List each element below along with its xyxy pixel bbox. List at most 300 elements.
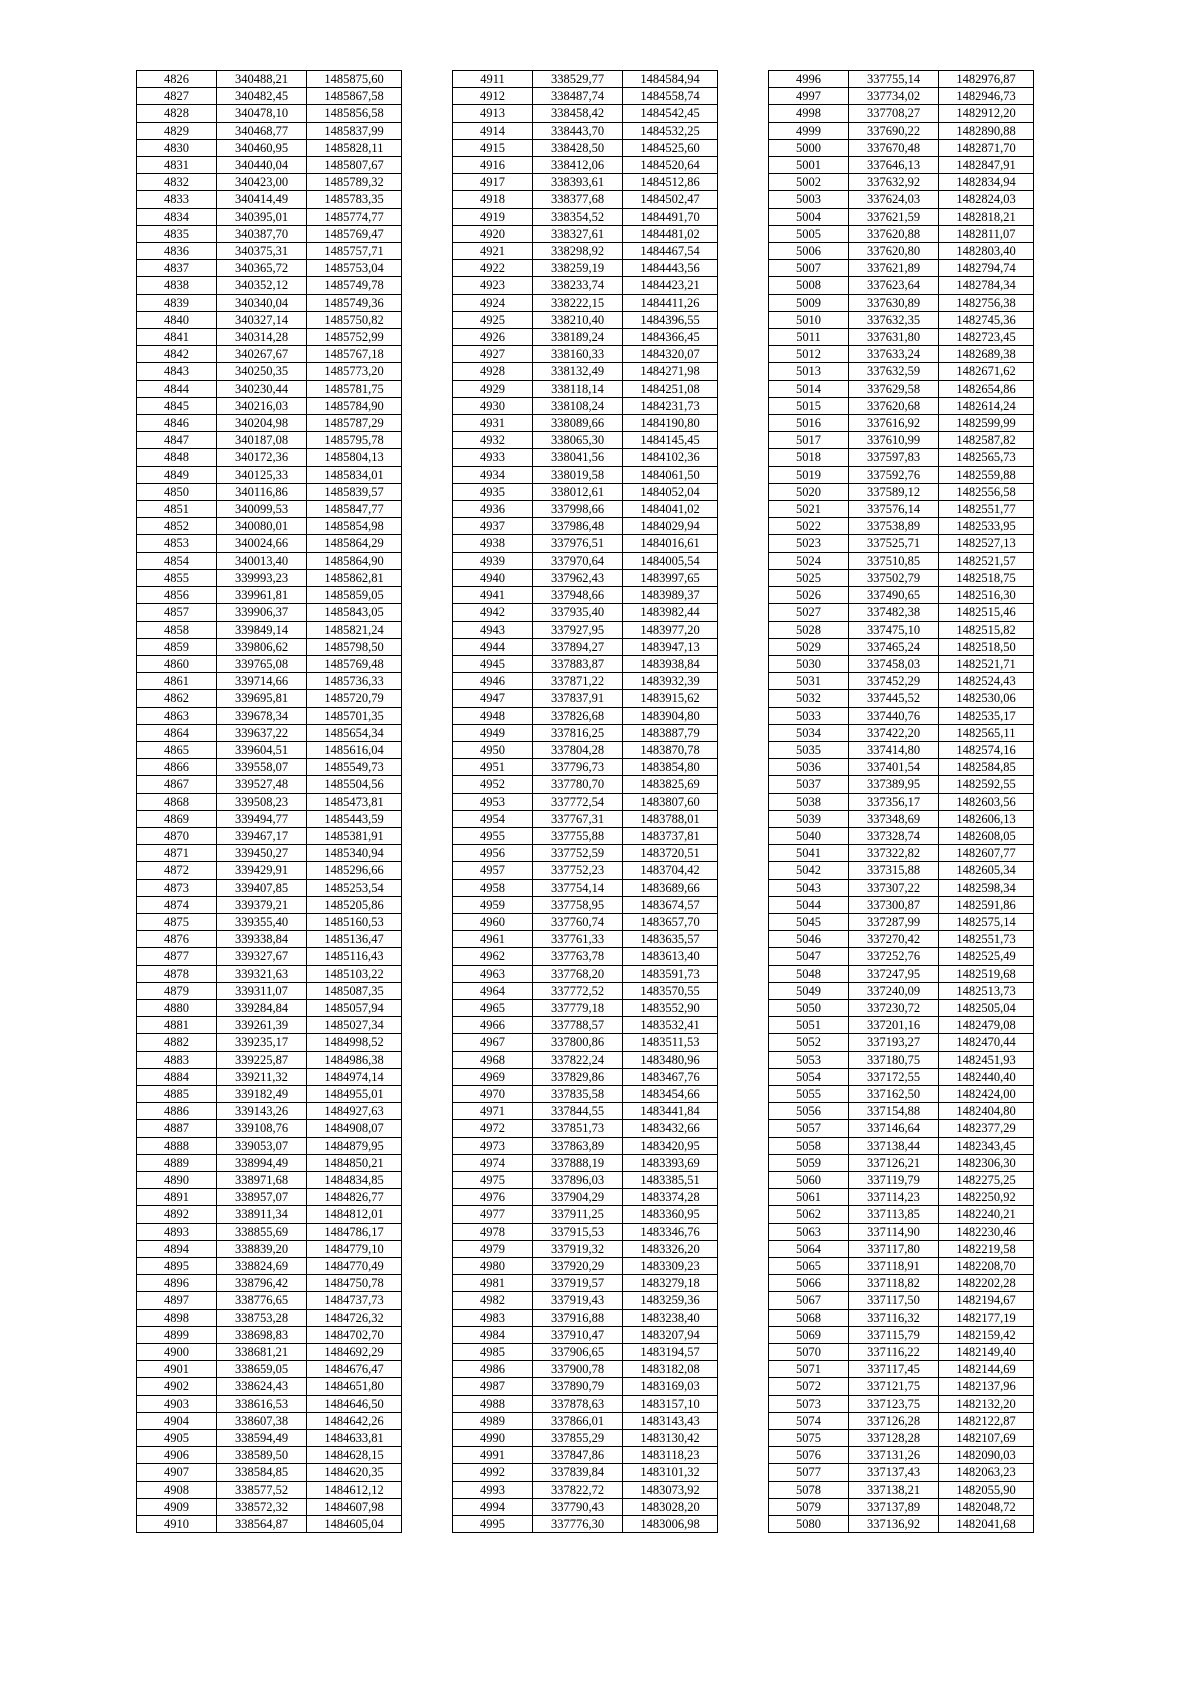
y-coordinate-cell: 1483101,32	[623, 1464, 718, 1481]
table-row	[453, 225, 718, 242]
x-coordinate-cell: 339714,66	[217, 673, 307, 690]
table-row	[769, 913, 1034, 930]
y-coordinate-cell: 1482470,44	[939, 1034, 1034, 1051]
x-coordinate-cell: 337465,24	[849, 638, 939, 655]
table-row	[137, 690, 402, 707]
x-coordinate-cell: 337138,44	[849, 1137, 939, 1154]
table-row	[453, 1498, 718, 1515]
y-coordinate-cell: 1485789,32	[307, 174, 402, 191]
x-coordinate-cell: 339604,51	[217, 741, 307, 758]
point-number-cell: 4968	[453, 1051, 533, 1068]
x-coordinate-cell: 338222,15	[533, 294, 623, 311]
x-coordinate-cell: 337910,47	[533, 1326, 623, 1343]
y-coordinate-cell: 1484029,94	[623, 518, 718, 535]
point-number-cell: 4861	[137, 673, 217, 690]
coordinates-table-body	[769, 71, 1034, 1533]
table-row	[453, 707, 718, 724]
x-coordinate-cell: 338298,92	[533, 243, 623, 260]
point-number-cell: 4885	[137, 1085, 217, 1102]
point-number-cell: 4842	[137, 346, 217, 363]
table-row	[137, 999, 402, 1016]
point-number-cell: 4995	[453, 1516, 533, 1533]
x-coordinate-cell: 337986,48	[533, 518, 623, 535]
x-coordinate-cell: 337620,88	[849, 225, 939, 242]
x-coordinate-cell: 339355,40	[217, 913, 307, 930]
table-row	[137, 449, 402, 466]
x-coordinate-cell: 338971,68	[217, 1172, 307, 1189]
x-coordinate-cell: 337482,38	[849, 604, 939, 621]
x-coordinate-cell: 339678,34	[217, 707, 307, 724]
table-row	[137, 105, 402, 122]
y-coordinate-cell: 1485784,90	[307, 397, 402, 414]
point-number-cell: 4940	[453, 569, 533, 586]
table-row	[769, 1189, 1034, 1206]
y-coordinate-cell: 1482525,49	[939, 948, 1034, 965]
table-row	[453, 483, 718, 500]
x-coordinate-cell: 340460,95	[217, 139, 307, 156]
x-coordinate-cell: 340187,08	[217, 432, 307, 449]
point-number-cell: 4895	[137, 1258, 217, 1275]
point-number-cell: 5010	[769, 311, 849, 328]
table-row	[137, 1085, 402, 1102]
x-coordinate-cell: 338607,38	[217, 1412, 307, 1429]
point-number-cell: 4947	[453, 690, 533, 707]
point-number-cell: 5050	[769, 999, 849, 1016]
point-number-cell: 4845	[137, 397, 217, 414]
x-coordinate-cell: 338458,42	[533, 105, 623, 122]
y-coordinate-cell: 1482745,36	[939, 311, 1034, 328]
table-row	[453, 1361, 718, 1378]
y-coordinate-cell: 1482803,40	[939, 243, 1034, 260]
point-number-cell: 5048	[769, 965, 849, 982]
table-row	[137, 1498, 402, 1515]
y-coordinate-cell: 1484998,52	[307, 1034, 402, 1051]
table-row	[453, 1068, 718, 1085]
y-coordinate-cell: 1482565,73	[939, 449, 1034, 466]
x-coordinate-cell: 337620,80	[849, 243, 939, 260]
table-row	[769, 1498, 1034, 1515]
table-row	[453, 346, 718, 363]
point-number-cell: 4860	[137, 655, 217, 672]
point-number-cell: 4826	[137, 71, 217, 88]
x-coordinate-cell: 337114,23	[849, 1189, 939, 1206]
table-row	[137, 1172, 402, 1189]
x-coordinate-cell: 337915,53	[533, 1223, 623, 1240]
point-number-cell: 4899	[137, 1326, 217, 1343]
point-number-cell: 4941	[453, 587, 533, 604]
x-coordinate-cell: 337117,80	[849, 1240, 939, 1257]
point-number-cell: 4873	[137, 879, 217, 896]
table-row	[769, 655, 1034, 672]
point-number-cell: 5063	[769, 1223, 849, 1240]
coordinates-table-2	[452, 70, 718, 1533]
x-coordinate-cell: 338589,50	[217, 1447, 307, 1464]
y-coordinate-cell: 1485720,79	[307, 690, 402, 707]
x-coordinate-cell: 337894,27	[533, 638, 623, 655]
y-coordinate-cell: 1484542,45	[623, 105, 718, 122]
x-coordinate-cell: 337538,89	[849, 518, 939, 535]
x-coordinate-cell: 338572,32	[217, 1498, 307, 1515]
table-row	[137, 501, 402, 518]
table-row	[453, 1292, 718, 1309]
point-number-cell: 4932	[453, 432, 533, 449]
x-coordinate-cell: 337976,51	[533, 535, 623, 552]
y-coordinate-cell: 1482603,56	[939, 793, 1034, 810]
x-coordinate-cell: 337962,43	[533, 569, 623, 586]
point-number-cell: 4891	[137, 1189, 217, 1206]
x-coordinate-cell: 339321,63	[217, 965, 307, 982]
x-coordinate-cell: 338796,42	[217, 1275, 307, 1292]
x-coordinate-cell: 337610,99	[849, 432, 939, 449]
table-row	[769, 1120, 1034, 1137]
table-row	[137, 759, 402, 776]
y-coordinate-cell: 1485253,54	[307, 879, 402, 896]
point-number-cell: 5017	[769, 432, 849, 449]
x-coordinate-cell: 338327,61	[533, 225, 623, 242]
x-coordinate-cell: 337138,21	[849, 1481, 939, 1498]
point-number-cell: 5067	[769, 1292, 849, 1309]
x-coordinate-cell: 337630,89	[849, 294, 939, 311]
x-coordinate-cell: 337240,09	[849, 982, 939, 999]
point-number-cell: 4906	[137, 1447, 217, 1464]
x-coordinate-cell: 340414,49	[217, 191, 307, 208]
table-row	[137, 432, 402, 449]
point-number-cell: 4886	[137, 1103, 217, 1120]
x-coordinate-cell: 337761,33	[533, 931, 623, 948]
table-row	[137, 587, 402, 604]
point-number-cell: 5023	[769, 535, 849, 552]
x-coordinate-cell: 339311,07	[217, 982, 307, 999]
x-coordinate-cell: 340468,77	[217, 122, 307, 139]
table-row	[137, 139, 402, 156]
table-row	[453, 105, 718, 122]
point-number-cell: 5076	[769, 1447, 849, 1464]
x-coordinate-cell: 337871,22	[533, 673, 623, 690]
y-coordinate-cell: 1485821,24	[307, 621, 402, 638]
y-coordinate-cell: 1482149,40	[939, 1344, 1034, 1361]
point-number-cell: 5058	[769, 1137, 849, 1154]
point-number-cell: 4992	[453, 1464, 533, 1481]
x-coordinate-cell: 337422,20	[849, 724, 939, 741]
table-row	[453, 810, 718, 827]
table-row	[769, 535, 1034, 552]
table-row	[453, 415, 718, 432]
point-number-cell: 5040	[769, 827, 849, 844]
x-coordinate-cell: 337162,50	[849, 1085, 939, 1102]
y-coordinate-cell: 1485160,53	[307, 913, 402, 930]
table-row	[137, 1361, 402, 1378]
x-coordinate-cell: 337193,27	[849, 1034, 939, 1051]
y-coordinate-cell: 1484320,07	[623, 346, 718, 363]
y-coordinate-cell: 1483904,80	[623, 707, 718, 724]
y-coordinate-cell: 1482794,74	[939, 260, 1034, 277]
x-coordinate-cell: 337763,78	[533, 948, 623, 965]
table-row	[453, 122, 718, 139]
table-row	[137, 1120, 402, 1137]
x-coordinate-cell: 338529,77	[533, 71, 623, 88]
table-row	[453, 1430, 718, 1447]
table-row	[137, 621, 402, 638]
point-number-cell: 4969	[453, 1068, 533, 1085]
table-row	[137, 1258, 402, 1275]
table-row	[137, 191, 402, 208]
point-number-cell: 5004	[769, 208, 849, 225]
table-row	[769, 776, 1034, 793]
y-coordinate-cell: 1485753,04	[307, 260, 402, 277]
point-number-cell: 4868	[137, 793, 217, 810]
table-row	[769, 449, 1034, 466]
x-coordinate-cell: 337114,90	[849, 1223, 939, 1240]
table-row	[453, 913, 718, 930]
point-number-cell: 4907	[137, 1464, 217, 1481]
y-coordinate-cell: 1482912,20	[939, 105, 1034, 122]
point-number-cell: 4924	[453, 294, 533, 311]
point-number-cell: 4956	[453, 845, 533, 862]
point-number-cell: 4912	[453, 88, 533, 105]
x-coordinate-cell: 338354,52	[533, 208, 623, 225]
table-row	[453, 1189, 718, 1206]
x-coordinate-cell: 338564,87	[217, 1516, 307, 1533]
table-row	[137, 1223, 402, 1240]
x-coordinate-cell: 339261,39	[217, 1017, 307, 1034]
y-coordinate-cell: 1485773,20	[307, 363, 402, 380]
table-row	[769, 1068, 1034, 1085]
y-coordinate-cell: 1482424,00	[939, 1085, 1034, 1102]
x-coordinate-cell: 340204,98	[217, 415, 307, 432]
point-number-cell: 5045	[769, 913, 849, 930]
point-number-cell: 5057	[769, 1120, 849, 1137]
point-number-cell: 4989	[453, 1412, 533, 1429]
x-coordinate-cell: 337883,87	[533, 655, 623, 672]
y-coordinate-cell: 1484443,56	[623, 260, 718, 277]
table-row	[769, 793, 1034, 810]
y-coordinate-cell: 1482818,21	[939, 208, 1034, 225]
x-coordinate-cell: 339806,62	[217, 638, 307, 655]
table-row	[769, 311, 1034, 328]
y-coordinate-cell: 1482219,58	[939, 1240, 1034, 1257]
point-number-cell: 4880	[137, 999, 217, 1016]
point-number-cell: 4851	[137, 501, 217, 518]
y-coordinate-cell: 1482587,82	[939, 432, 1034, 449]
table-row	[137, 776, 402, 793]
y-coordinate-cell: 1484041,02	[623, 501, 718, 518]
y-coordinate-cell: 1482404,80	[939, 1103, 1034, 1120]
point-number-cell: 5046	[769, 931, 849, 948]
y-coordinate-cell: 1482614,24	[939, 397, 1034, 414]
table-row	[769, 122, 1034, 139]
table-row	[137, 1412, 402, 1429]
y-coordinate-cell: 1482048,72	[939, 1498, 1034, 1515]
point-number-cell: 4963	[453, 965, 533, 982]
y-coordinate-cell: 1484786,17	[307, 1223, 402, 1240]
y-coordinate-cell: 1482784,34	[939, 277, 1034, 294]
point-number-cell: 5028	[769, 621, 849, 638]
y-coordinate-cell: 1484423,21	[623, 277, 718, 294]
x-coordinate-cell: 337270,42	[849, 931, 939, 948]
x-coordinate-cell: 338118,14	[533, 380, 623, 397]
y-coordinate-cell: 1482194,67	[939, 1292, 1034, 1309]
point-number-cell: 4841	[137, 329, 217, 346]
y-coordinate-cell: 1485654,34	[307, 724, 402, 741]
x-coordinate-cell: 337315,88	[849, 862, 939, 879]
x-coordinate-cell: 337790,43	[533, 1498, 623, 1515]
table-row	[453, 604, 718, 621]
y-coordinate-cell: 1484005,54	[623, 552, 718, 569]
y-coordinate-cell: 1485807,67	[307, 157, 402, 174]
x-coordinate-cell: 337768,20	[533, 965, 623, 982]
point-number-cell: 5034	[769, 724, 849, 741]
point-number-cell: 4866	[137, 759, 217, 776]
y-coordinate-cell: 1484532,25	[623, 122, 718, 139]
table-row	[137, 604, 402, 621]
y-coordinate-cell: 1482516,30	[939, 587, 1034, 604]
y-coordinate-cell: 1482202,28	[939, 1275, 1034, 1292]
table-row	[453, 432, 718, 449]
y-coordinate-cell: 1484908,07	[307, 1120, 402, 1137]
point-number-cell: 5012	[769, 346, 849, 363]
x-coordinate-cell: 337356,17	[849, 793, 939, 810]
table-row	[453, 311, 718, 328]
table-row	[137, 655, 402, 672]
point-number-cell: 4938	[453, 535, 533, 552]
table-row	[769, 1017, 1034, 1034]
point-number-cell: 5015	[769, 397, 849, 414]
table-row	[769, 1051, 1034, 1068]
point-number-cell: 4884	[137, 1068, 217, 1085]
table-row	[453, 1344, 718, 1361]
x-coordinate-cell: 340099,53	[217, 501, 307, 518]
table-row	[769, 277, 1034, 294]
x-coordinate-cell: 337772,52	[533, 982, 623, 999]
table-row	[769, 724, 1034, 741]
point-number-cell: 4832	[137, 174, 217, 191]
point-number-cell: 5038	[769, 793, 849, 810]
point-number-cell: 4831	[137, 157, 217, 174]
table-row	[769, 1154, 1034, 1171]
point-number-cell: 4964	[453, 982, 533, 999]
point-number-cell: 4985	[453, 1344, 533, 1361]
table-row	[137, 1309, 402, 1326]
x-coordinate-cell: 337904,29	[533, 1189, 623, 1206]
y-coordinate-cell: 1484642,26	[307, 1412, 402, 1429]
table-row	[137, 1326, 402, 1343]
point-number-cell: 5022	[769, 518, 849, 535]
point-number-cell: 4926	[453, 329, 533, 346]
x-coordinate-cell: 337307,22	[849, 879, 939, 896]
point-number-cell: 4927	[453, 346, 533, 363]
point-number-cell: 4855	[137, 569, 217, 586]
x-coordinate-cell: 339143,26	[217, 1103, 307, 1120]
point-number-cell: 4898	[137, 1309, 217, 1326]
point-number-cell: 5018	[769, 449, 849, 466]
x-coordinate-cell: 340375,31	[217, 243, 307, 260]
point-number-cell: 4914	[453, 122, 533, 139]
x-coordinate-cell: 337126,21	[849, 1154, 939, 1171]
point-number-cell: 4852	[137, 518, 217, 535]
point-number-cell: 5080	[769, 1516, 849, 1533]
point-number-cell: 4862	[137, 690, 217, 707]
x-coordinate-cell: 338259,19	[533, 260, 623, 277]
table-row	[769, 604, 1034, 621]
y-coordinate-cell: 1484607,98	[307, 1498, 402, 1515]
y-coordinate-cell: 1485843,05	[307, 604, 402, 621]
y-coordinate-cell: 1482275,25	[939, 1172, 1034, 1189]
table-row	[137, 1447, 402, 1464]
table-row	[769, 999, 1034, 1016]
y-coordinate-cell: 1483689,66	[623, 879, 718, 896]
table-row	[137, 397, 402, 414]
point-number-cell: 4997	[769, 88, 849, 105]
y-coordinate-cell: 1482890,88	[939, 122, 1034, 139]
table-row	[453, 243, 718, 260]
table-row	[137, 1395, 402, 1412]
y-coordinate-cell: 1482605,34	[939, 862, 1034, 879]
point-number-cell: 4990	[453, 1430, 533, 1447]
x-coordinate-cell: 338659,05	[217, 1361, 307, 1378]
x-coordinate-cell: 339182,49	[217, 1085, 307, 1102]
y-coordinate-cell: 1485616,04	[307, 741, 402, 758]
point-number-cell: 4847	[137, 432, 217, 449]
y-coordinate-cell: 1485828,11	[307, 139, 402, 156]
y-coordinate-cell: 1483467,76	[623, 1068, 718, 1085]
table-row	[137, 707, 402, 724]
y-coordinate-cell: 1484605,04	[307, 1516, 402, 1533]
y-coordinate-cell: 1485057,94	[307, 999, 402, 1016]
table-row	[137, 329, 402, 346]
y-coordinate-cell: 1483938,84	[623, 655, 718, 672]
point-number-cell: 5013	[769, 363, 849, 380]
x-coordinate-cell: 339508,23	[217, 793, 307, 810]
point-number-cell: 5065	[769, 1258, 849, 1275]
y-coordinate-cell: 1483997,65	[623, 569, 718, 586]
x-coordinate-cell: 338994,49	[217, 1154, 307, 1171]
y-coordinate-cell: 1482847,91	[939, 157, 1034, 174]
point-number-cell: 4961	[453, 931, 533, 948]
x-coordinate-cell: 337816,25	[533, 724, 623, 741]
point-number-cell: 5070	[769, 1344, 849, 1361]
y-coordinate-cell: 1482575,14	[939, 913, 1034, 930]
y-coordinate-cell: 1482574,16	[939, 741, 1034, 758]
x-coordinate-cell: 337919,32	[533, 1240, 623, 1257]
point-number-cell: 5077	[769, 1464, 849, 1481]
point-number-cell: 4986	[453, 1361, 533, 1378]
point-number-cell: 4959	[453, 896, 533, 913]
point-number-cell: 4888	[137, 1137, 217, 1154]
y-coordinate-cell: 1484467,54	[623, 243, 718, 260]
y-coordinate-cell: 1482208,70	[939, 1258, 1034, 1275]
point-number-cell: 5075	[769, 1430, 849, 1447]
x-coordinate-cell: 337230,72	[849, 999, 939, 1016]
point-number-cell: 5005	[769, 225, 849, 242]
y-coordinate-cell: 1485769,47	[307, 225, 402, 242]
table-row	[137, 1430, 402, 1447]
table-row	[769, 1240, 1034, 1257]
table-row	[453, 260, 718, 277]
y-coordinate-cell: 1482159,42	[939, 1326, 1034, 1343]
point-number-cell: 4829	[137, 122, 217, 139]
y-coordinate-cell: 1485757,71	[307, 243, 402, 260]
x-coordinate-cell: 337116,32	[849, 1309, 939, 1326]
x-coordinate-cell: 337136,92	[849, 1516, 939, 1533]
y-coordinate-cell: 1483570,55	[623, 982, 718, 999]
point-number-cell: 4920	[453, 225, 533, 242]
y-coordinate-cell: 1485749,36	[307, 294, 402, 311]
table-row	[453, 1258, 718, 1275]
y-coordinate-cell: 1482607,77	[939, 845, 1034, 862]
point-number-cell: 4863	[137, 707, 217, 724]
x-coordinate-cell: 337348,69	[849, 810, 939, 827]
table-row	[769, 432, 1034, 449]
